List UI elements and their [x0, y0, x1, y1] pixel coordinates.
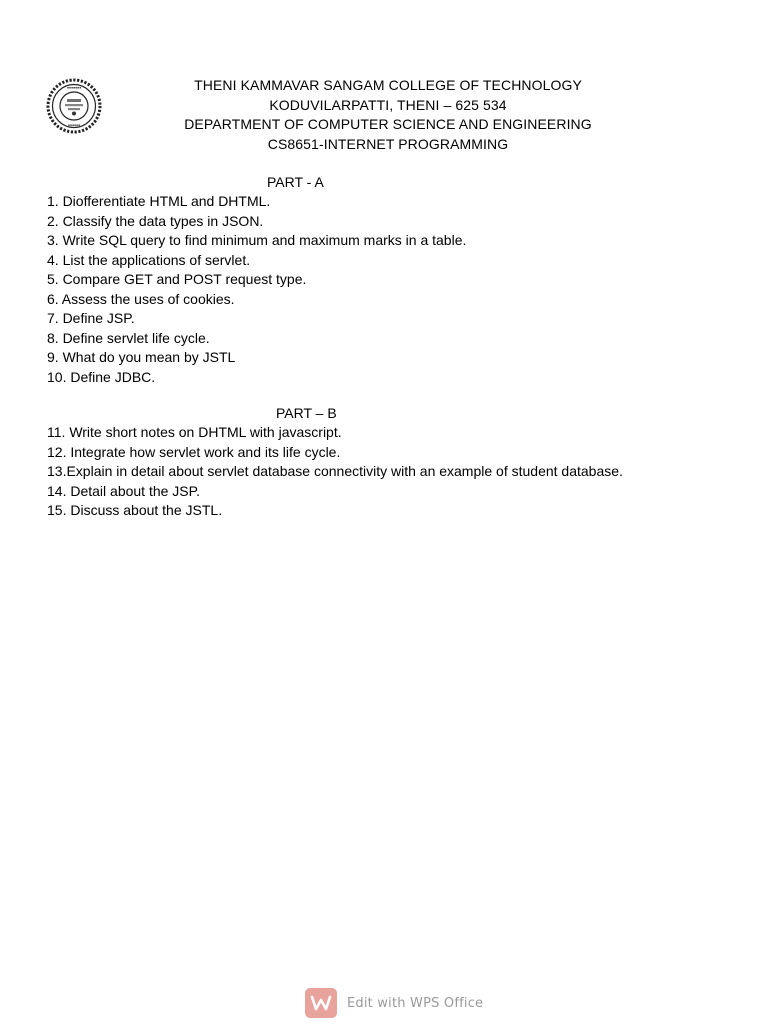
list-item: 12. Integrate how servlet work and its life cycle. [47, 443, 341, 460]
list-item: 2. Classify the data types in JSON. [47, 212, 264, 229]
list-item: 9. What do you mean by JSTL [47, 349, 236, 365]
list-item: 3. Write SQL query to find minimum and maximum marks in a table. [47, 232, 467, 248]
list-item: 1. Diofferentiate HTML and DHTML. [47, 193, 271, 209]
wps-watermark-text: Edit with WPS Office [347, 995, 484, 1011]
list-item: 6. Assess the uses of cookies. [47, 290, 235, 307]
college-address: KODUVILARPATTI, THENI – 625 534 [269, 96, 507, 113]
part-a-question-list [47, 192, 466, 387]
list-item: 4. List the applications of servlet. [47, 251, 251, 268]
wps-office-logo-icon [305, 988, 337, 1018]
college-name: THENI KAMMAVAR SANGAM COLLEGE OF TECHNOLOGY [194, 77, 582, 93]
svg-text:▪▪▪▪▪▪: ▪▪▪▪▪▪ [67, 123, 81, 127]
part-b-heading: PART – B [276, 405, 337, 421]
list-item: 15. Discuss about the JSTL. [47, 502, 223, 518]
part-a-heading: PART - A [267, 174, 324, 190]
wps-watermark[interactable] [305, 987, 483, 1019]
course-title: CS8651-INTERNET PROGRAMMING [267, 135, 509, 152]
part-b-question-list [47, 423, 623, 521]
svg-text:▪▪▪▪▪▪▪: ▪▪▪▪▪▪▪ [66, 85, 82, 90]
list-item: 11. Write short notes on DHTML with javascript. [47, 424, 342, 440]
list-item: 7. Define JSP. [47, 310, 135, 326]
list-item: 8. Define servlet life cycle. [47, 329, 210, 346]
list-item: 10. Define JDBC. [47, 368, 156, 385]
department-name: DEPARTMENT OF COMPUTER SCIENCE AND ENGINEERING [184, 116, 592, 132]
list-item: 13.Explain in detail about servlet database connectivity with an example of student database. [47, 463, 623, 479]
document-header [0, 76, 768, 154]
list-item: 14. Detail about the JSP. [47, 482, 201, 499]
list-item: 5. Compare GET and POST request type. [47, 271, 307, 287]
